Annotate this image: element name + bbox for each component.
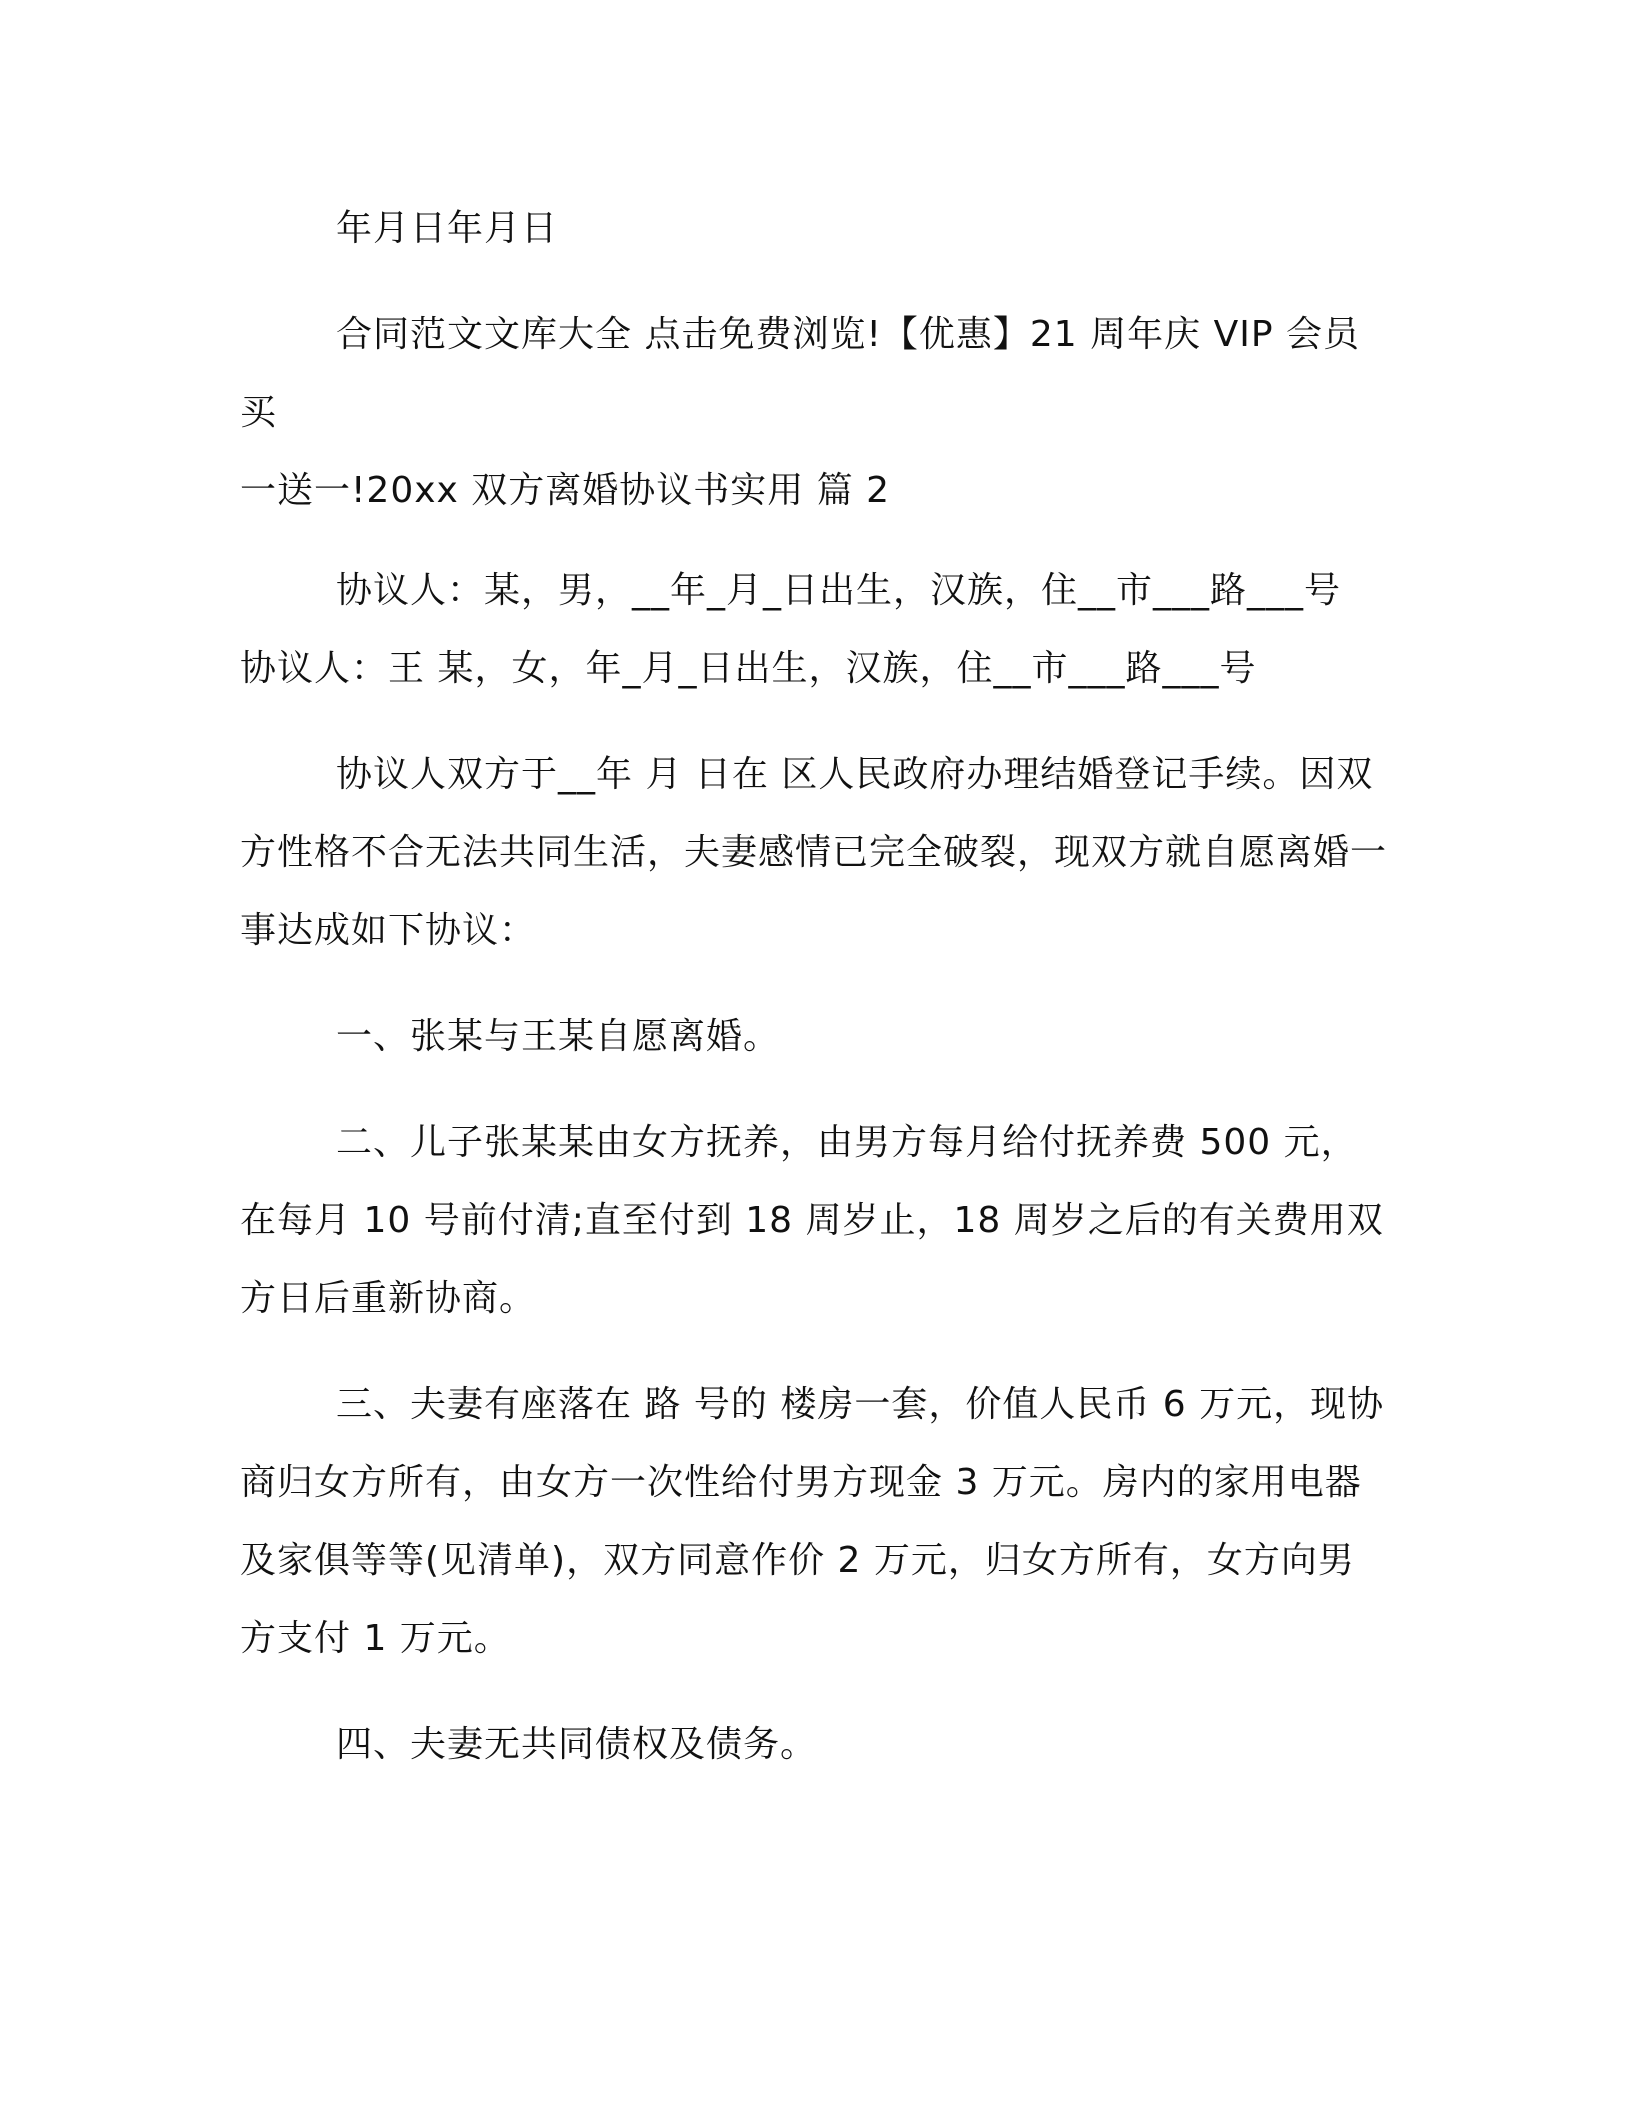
clause-1: 一、张某与王某自愿离婚。 [336, 1016, 781, 1057]
ad-line-2: 一送一!20xx 双方离婚协议书实用 篇 2 [240, 470, 891, 511]
clause-2: 二、儿子张某某由女方抚养，由男方每月给付抚养费 500 元，在每月 10 号前付清;直至付到 18 周岁止，18 周岁之后的有关费用双方日后重新协商。 [240, 1122, 1384, 1319]
clause-3: 三、夫妻有座落在 路 号的 楼房一套，价值人民币 6 万元，现协商归女方所有，由女方一次性给付男方现金 3 万元。房内的家用电器及家俱等等(见清单)，双方同意作价 2 万元，归女方所有，女方向男方支付 1 万元。 [240, 1384, 1385, 1659]
party-2-line: 协议人：王 某，女，年_月_日出生，汉族，住__市___路___号 [240, 648, 1257, 689]
party-1-line: 协议人：某，男，__年_月_日出生，汉族，住__市___路___号 [336, 570, 1342, 611]
ad-paragraph [240, 296, 1390, 530]
clause-4: 四、夫妻无共同债权及债务。 [336, 1724, 818, 1765]
ad-line-1: 合同范文文库大全 点击免费浏览!【优惠】21 周年庆 VIP 会员买 [240, 314, 1360, 433]
date-line: 年月日年月日 [336, 208, 559, 249]
intro-paragraph: 协议人双方于__年 月 日在 区人民政府办理结婚登记手续。因双方性格不合无法共同生活，夫妻感情已完全破裂，现双方就自愿离婚一事达成如下协议： [240, 754, 1388, 951]
document-page [240, 190, 1390, 1784]
